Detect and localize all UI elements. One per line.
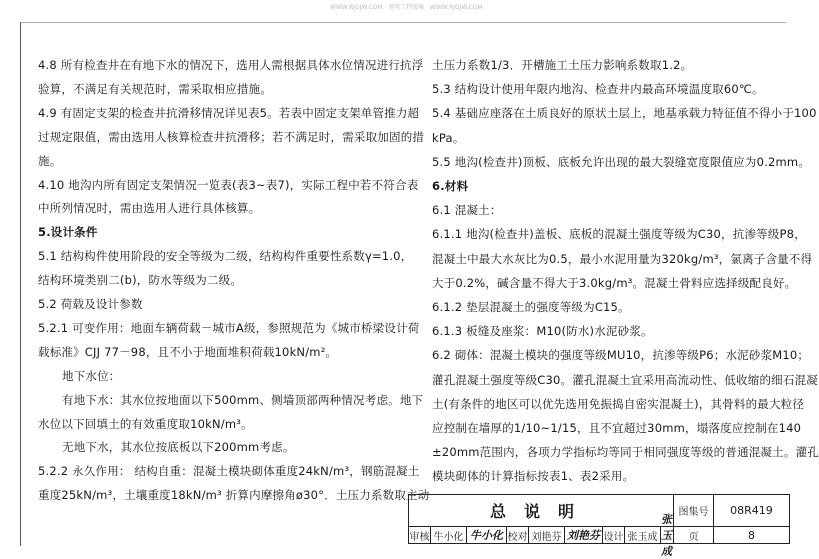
design-label: 设计 xyxy=(603,527,625,543)
text-line: 6.1 混凝土： xyxy=(432,203,502,218)
text-line: 载标准》CJJ 77－98，且不小于地面堆积荷载10kN/m²。 xyxy=(38,344,338,359)
checker-signature: 刘艳芬 xyxy=(565,527,603,543)
text-line: 4.8 所有检查井在有地下水的情况下，选用人需根据具体水位情况进行抗浮 xyxy=(38,58,424,72)
text-line: 4.10 地沟内所有固定支架情况一览表(表3~表7)，实际工程中若不符合表 xyxy=(38,177,419,192)
text-line: 6.1.2 垫层混凝土的强度等级为C15。 xyxy=(432,300,630,314)
page-label: 页 xyxy=(674,527,714,543)
designer-name: 张玉成 xyxy=(625,527,661,543)
text-line: 中所列情况时，需由选用人进行具体核算。 xyxy=(38,201,261,216)
text-line: 6.1.1 地沟(检查井)盖板、底板的混凝土强度等级为C30，抗渗等级P8， xyxy=(432,227,806,242)
text-line: 验算，不满足有关规范时，需采取相应措施。 xyxy=(38,81,272,96)
watermark: WWW.RJGJW.COM · 建筑工程图集 · WWW.RJGJW.COM xyxy=(330,4,483,11)
text-line: 5.2.1 可变作用：地面车辆荷载－城市A级，参照规范为《城市桥梁设计荷 xyxy=(38,320,420,335)
text-line: 5.3 结构设计使用年限内地沟、检查井内最高环境温度取60℃。 xyxy=(432,82,764,97)
text-line: 大于0.2%，碱含量不得大于3.0kg/m³。混凝土骨料应选择级配良好。 xyxy=(432,275,797,290)
text-line: 土(有条件的地区可以优先选用免振捣自密实混凝土)，其骨料的最大粒径 xyxy=(432,396,805,411)
text-line: 5.2.2 永久作用： 结构自重：混凝土模块砌体重度24kN/m³，钢筋混凝土 xyxy=(38,464,420,479)
text-line: 结构环境类别二(b)，防水等级为二级。 xyxy=(38,273,243,288)
atlas-number: 08R419 xyxy=(714,495,789,527)
text-line: ±20mm范围内，各项力学指标均等同于相同强度等级的普通混凝土。灌孔 xyxy=(432,445,819,460)
text-line: 5.4 基础应座落在土质良好的原状土层上，地基承载力特征值不得小于100 xyxy=(432,106,817,121)
text-line: 施。 xyxy=(38,153,62,168)
text-line: 有地下水：其水位按地面以下500mm、侧墙顶部两种情况考虑。地下 xyxy=(62,392,424,407)
text-line: 无地下水，其水位按底板以下200mm考虑。 xyxy=(62,440,295,455)
text-line: 重度25kN/m³，土壤重度18kN/m³ 折算内摩擦角ø30°．土压力系数取主动 xyxy=(38,488,430,503)
text-line: 5.5 地沟(检查井)顶板、底板允许出现的最大裂缝宽度限值应为0.2mm。 xyxy=(432,154,811,169)
text-line: 5.1 结构构件使用阶段的安全等级为二级，结构构件重要性系数γ=1.0， xyxy=(38,249,413,264)
reviewer-name: 牛小化 xyxy=(431,527,467,543)
checker-name: 刘艳芬 xyxy=(529,527,565,543)
drawing-title: 总说明 xyxy=(409,495,674,527)
section-heading: 6.材料 xyxy=(432,179,469,193)
text-line: 地下水位： xyxy=(62,368,121,383)
reviewer-signature: 牛小化 xyxy=(467,527,507,543)
review-label: 审核 xyxy=(409,527,431,543)
text-line: 6.1.3 板缝及座浆：M10(防水)水泥砂浆。 xyxy=(432,324,653,339)
text-line: 土压力系数1/3．开槽施工土压力影响系数取1.2。 xyxy=(432,58,693,72)
text-line: 过规定限值，需由选用人核算检查井抗滑移；若不满足时，需采取加固的措 xyxy=(38,129,425,144)
text-line: 应控制在墙厚的1/10~1/15，且不宜超过30mm，塌落度应控制在140 xyxy=(432,421,802,435)
check-label: 校对 xyxy=(507,527,529,543)
text-line: 水位以下回填土的有效重度取10kN/m³。 xyxy=(38,416,253,431)
text-line: kPa。 xyxy=(432,130,465,145)
text-line: 4.9 有固定支架的检查井抗滑移情况详见表5。若表中固定支架单管推力超 xyxy=(38,105,420,120)
title-block xyxy=(408,494,790,558)
text-line: 灌孔混凝土强度等级C30。灌孔混凝土宜采用高流动性、低收缩的细石混凝 xyxy=(432,372,818,387)
text-line: 5.2 荷载及设计参数 xyxy=(38,297,143,311)
text-line: 6.2 砌体：混凝土模块的强度等级MU10，抗渗等级P6；水泥砂浆M10； xyxy=(432,348,810,363)
designer-signature: 张玉成 xyxy=(661,513,672,558)
text-line: 模块砌体的计算指标按表1、表2采用。 xyxy=(432,469,635,484)
atlas-number-label: 图集号 xyxy=(674,495,714,527)
section-heading: 5.设计条件 xyxy=(38,225,98,240)
text-line: 混凝土中最大水灰比为0.5，最小水泥用量为320kg/m³，氯离子含量不得 xyxy=(432,251,813,266)
page-number: 8 xyxy=(748,528,755,542)
